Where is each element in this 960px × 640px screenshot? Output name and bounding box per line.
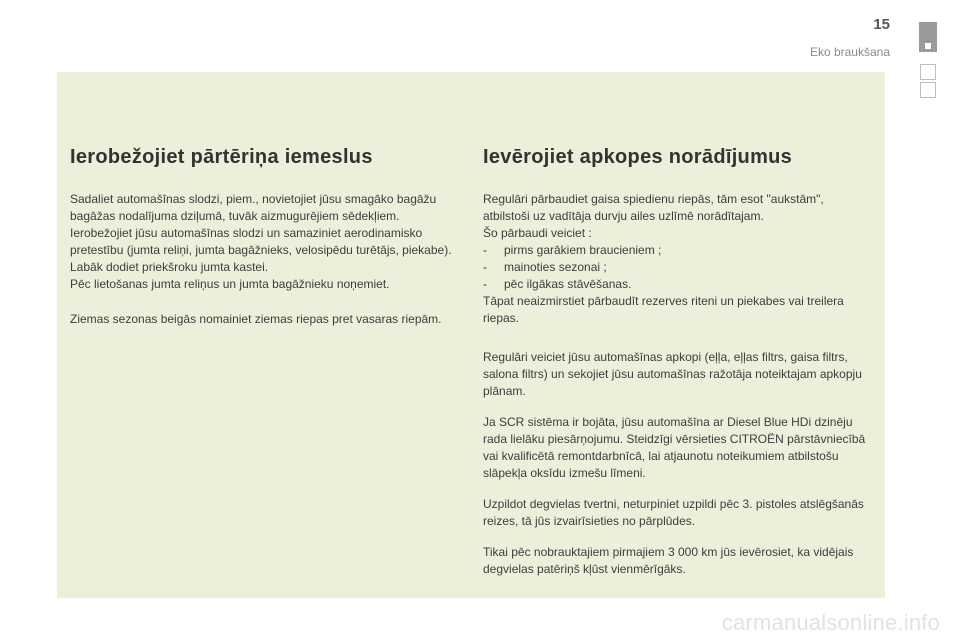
list-item: - mainoties sezonai ; — [483, 259, 873, 276]
chapter-tab-marker — [925, 43, 931, 49]
aerodynamics-text: Ierobežojiet jūsu automašīnas slodzi un samaziniet aerodinamisko pretestību (jumta reliņi, jumta bagāžnieks, velosipēdu turētājs, piekabe). Labāk dodiet priekšroku jumta kastei. — [70, 226, 452, 274]
list-item: - pirms garākiem braucieniem ; — [483, 242, 873, 259]
load-distribution-text: Sadaliet automašīnas slodzi, piem., novietojiet jūsu smagāko bagāžu bagāžas nodalījuma dziļumā, tuvāk aizmugurējiem sēdekļiem. — [70, 192, 437, 223]
roof-rack-removal-text: Pēc lietošanas jumta reliņus un jumta bagāžnieku noņemiet. — [70, 277, 390, 291]
spare-wheel-text: Tāpat neaizmirstiet pārbaudīt rezerves riteni un piekabes vai treilera riepas. — [483, 294, 844, 325]
chapter-tab-outline — [920, 64, 936, 80]
watermark: carmanualsonline.info — [721, 610, 940, 635]
chapter-tab — [919, 22, 937, 52]
service-text: Regulāri veiciet jūsu automašīnas apkopi (eļļa, eļļas filtrs, gaisa filtrs, salona filtrs) un sekojiet jūsu automašīnas ražotāja noteiktajam apkopju plānam. — [483, 350, 862, 398]
right-column — [483, 146, 873, 592]
tyre-pressure-paragraph — [483, 191, 873, 242]
left-paragraph — [70, 191, 455, 293]
scr-text: Ja SCR sistēma ir bojāta, jūsu automašīna ar Diesel Blue HDi dzinēju rada lielāku piesārņojumu. Steidzīgi vērsieties CITROËN pārstāvniecībā vai kvalificētā remontdarbnīcā, lai atjaunotu noteikumiem atbilstošu slāpekļa oksīdu izmešu līmeni. — [483, 415, 866, 480]
refuel-text: Uzpildot degvielas tvertni, neturpiniet uzpildi pēc 3. pistoles atslēgšanās reizes, tā jūs izvairīsieties no pārplūdes. — [483, 497, 864, 528]
mileage-text: Tikai pēc nobrauktajiem pirmajiem 3 000 km jūs ievērosiet, ka vidējais degvielas patēriņš kļūst vienmērīgāks. — [483, 545, 854, 576]
check-list — [483, 242, 873, 293]
left-heading: Ierobežojiet pārtēriņa iemeslus — [70, 146, 373, 168]
tyre-pressure-text: Regulāri pārbaudiet gaisa spiedienu riepās, tām esot "aukstām", atbilstoši uz vadītāja durvju ailes uzlīmē norādītajam. — [483, 192, 824, 223]
right-heading: Ievērojiet apkopes norādījumus — [483, 146, 793, 168]
chapter-tab-outline — [920, 82, 936, 98]
section-title: Eko braukšana — [809, 45, 890, 59]
check-lead-text: Šo pārbaudi veiciet : — [483, 226, 592, 240]
page-number: 15 — [873, 16, 890, 33]
winter-tyres-text: Ziemas sezonas beigās nomainiet ziemas riepas pret vasaras riepām. — [70, 312, 442, 326]
list-item: - pēc ilgākas stāvēšanas. — [483, 276, 873, 293]
left-column — [70, 146, 455, 342]
content-panel — [57, 72, 885, 598]
